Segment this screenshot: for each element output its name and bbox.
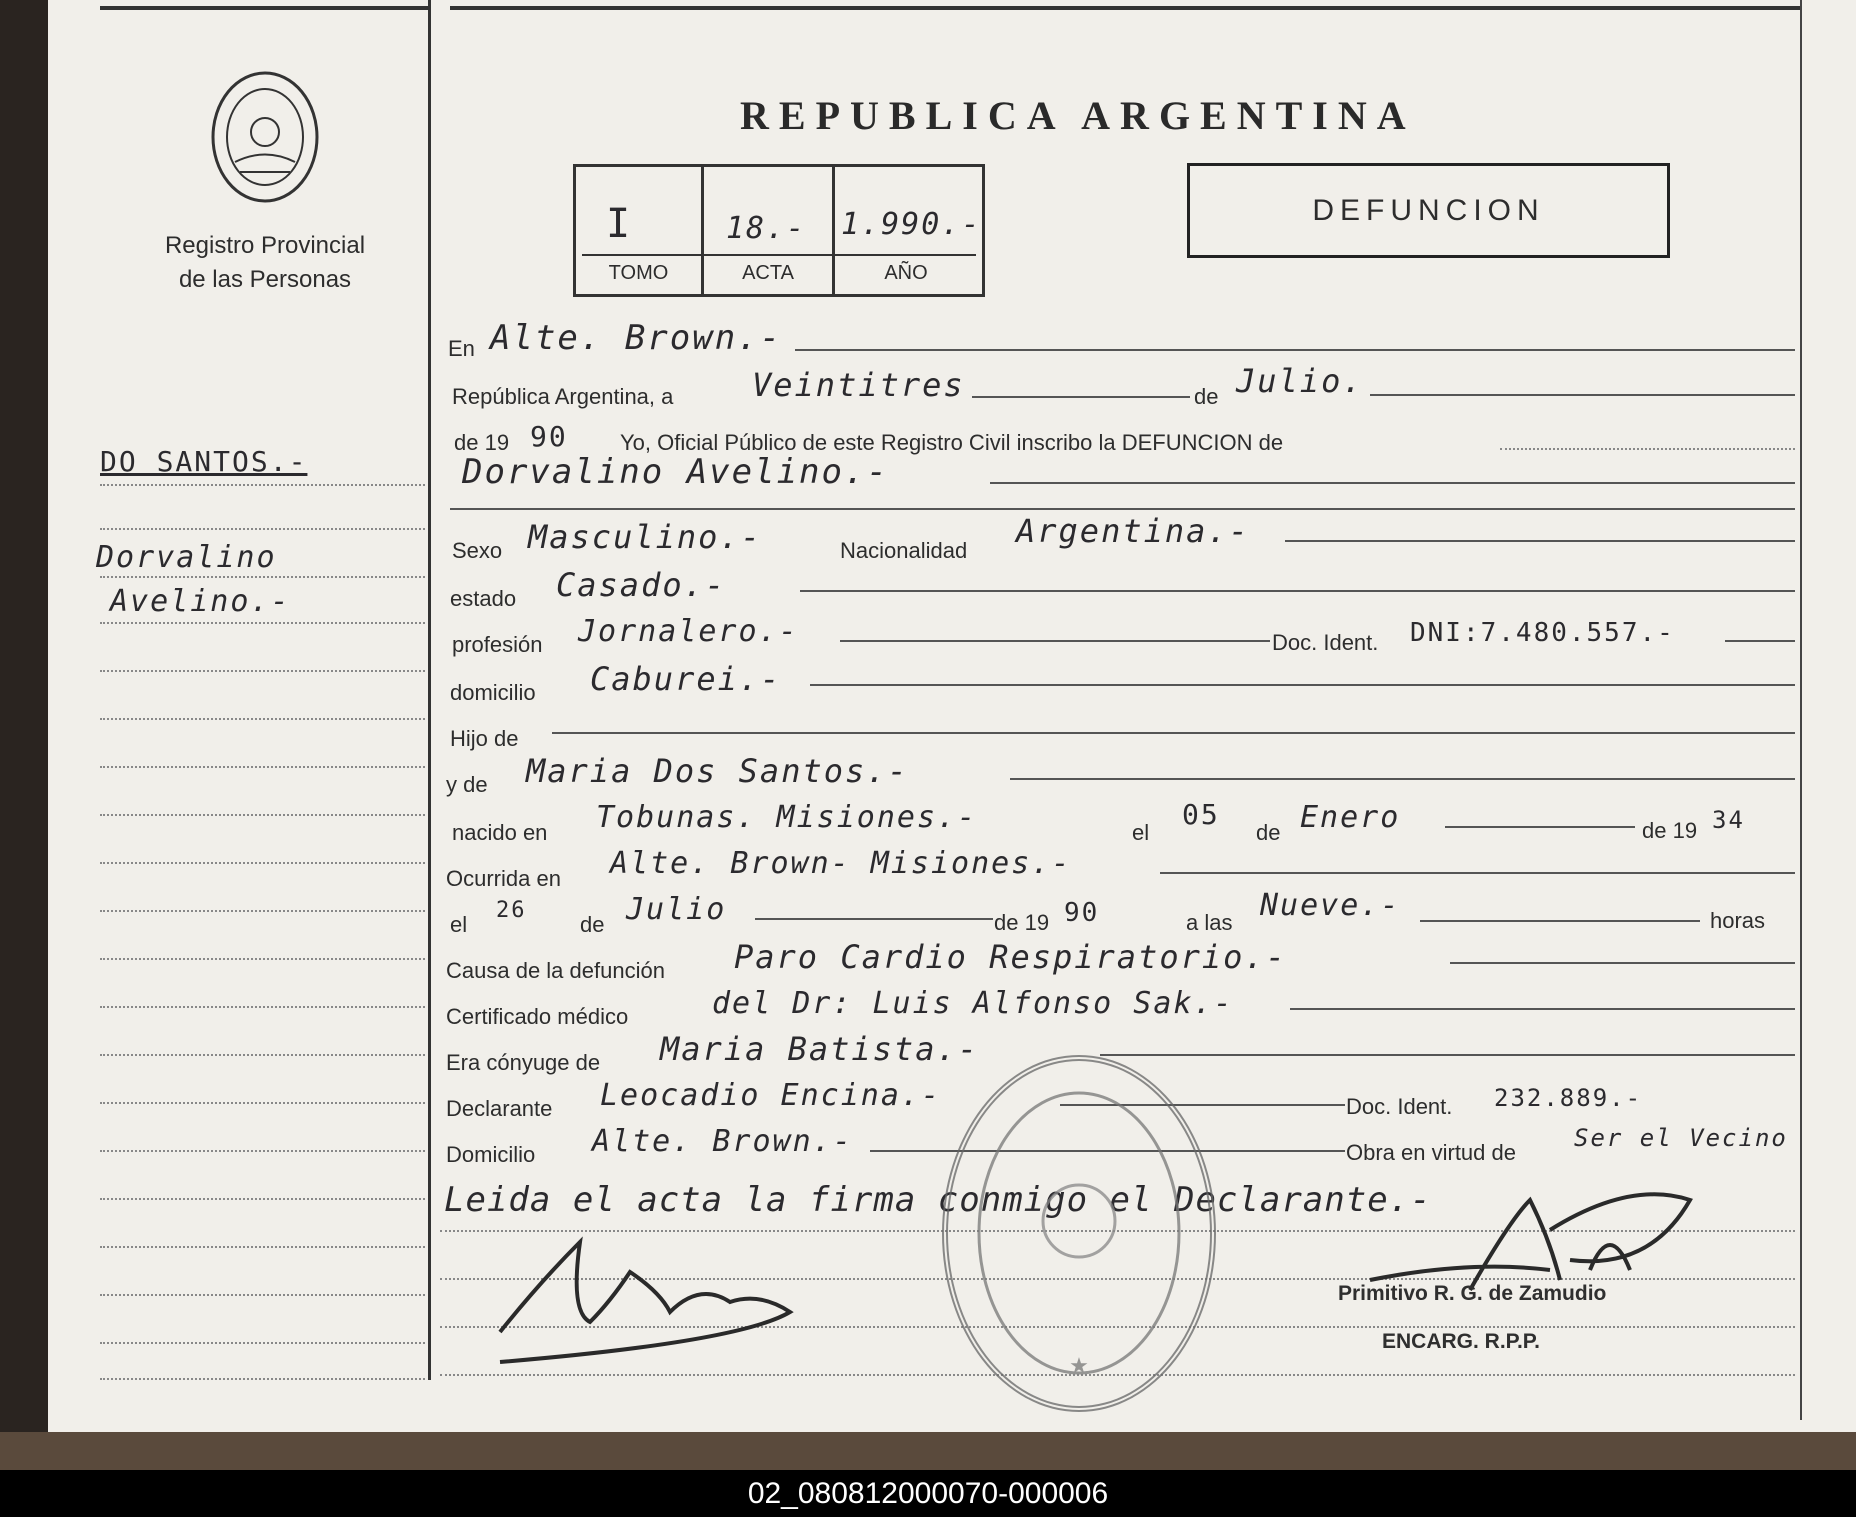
conyuge-value: Maria Batista.- xyxy=(660,1030,979,1068)
nacionalidad-line xyxy=(1285,540,1795,542)
domicilio-value: Caburei.- xyxy=(590,660,782,698)
registry-name-line1: Registro Provincial xyxy=(164,232,366,259)
hijo-label: Hijo de xyxy=(450,726,519,751)
right-border xyxy=(1800,0,1802,1420)
profesion-line xyxy=(840,640,1270,642)
death-year-value: 90 xyxy=(1064,898,1100,928)
doc-ident-line xyxy=(1725,640,1795,642)
margin-line xyxy=(100,1246,425,1248)
ocurrida-value: Alte. Brown- Misiones.- xyxy=(610,846,1072,881)
registrar-stamp-name: Primitivo R. G. de Zamudio xyxy=(1338,1282,1607,1305)
ocurrida-label: Ocurrida en xyxy=(446,866,561,891)
death-month-value: Julio xyxy=(626,892,727,927)
decl-doc-label: Doc. Ident. xyxy=(1346,1094,1453,1119)
birth-month-line xyxy=(1445,826,1635,828)
nacido-value: Tobunas. Misiones.- xyxy=(596,800,978,835)
tomo-value: I xyxy=(606,201,633,247)
decl-doc-value: 232.889.- xyxy=(1494,1084,1643,1112)
deceased-name: Dorvalino Avelino.- xyxy=(462,452,889,492)
top-rule-right xyxy=(450,6,1800,10)
tomo-label: TOMO xyxy=(608,262,669,284)
domicilio-line xyxy=(810,684,1795,686)
margin-line xyxy=(100,670,425,672)
image-caption: 02_080812000070-000006 xyxy=(747,1477,1109,1510)
causa-line xyxy=(1450,962,1795,964)
profesion-label: profesión xyxy=(452,632,543,657)
margin-given-names-1: Dorvalino xyxy=(96,540,277,575)
document-type: DEFUNCION xyxy=(1312,194,1545,227)
closing-statement: Leida el acta la firma conmigo el Declarante.- xyxy=(444,1180,1432,1220)
nacionalidad-label: Nacionalidad xyxy=(840,538,968,563)
margin-line xyxy=(100,622,425,624)
provincial-seal-icon xyxy=(200,62,330,212)
doc-ident-label: Doc. Ident. xyxy=(1272,630,1379,655)
death-year-prefix: de 19 xyxy=(994,910,1050,935)
margin-line xyxy=(100,484,425,486)
causa-label: Causa de la defunción xyxy=(446,958,665,983)
hour-value: Nueve.- xyxy=(1260,888,1401,923)
nacionalidad-value: Argentina.- xyxy=(1016,512,1250,550)
y-de-label: y de xyxy=(446,772,488,797)
domicilio-label: domicilio xyxy=(450,680,536,705)
death-el-label: el xyxy=(450,912,468,937)
margin-line xyxy=(100,766,425,768)
margin-line xyxy=(100,528,425,530)
year-prefix: de 19 xyxy=(454,430,510,455)
certificado-line xyxy=(1290,1008,1795,1010)
obra-value: Ser el Vecino xyxy=(1574,1124,1788,1152)
birth-day-value: 05 xyxy=(1182,798,1220,831)
declarant-signature-icon xyxy=(460,1222,860,1372)
yo-line xyxy=(1500,448,1795,450)
causa-value: Paro Cardio Respiratorio.- xyxy=(734,938,1287,976)
margin-line xyxy=(100,1054,425,1056)
conyuge-line xyxy=(1100,1054,1795,1056)
margin-line xyxy=(100,1198,425,1200)
birth-el-label: el xyxy=(1132,820,1150,845)
deceased-line xyxy=(990,482,1795,484)
record-number-box xyxy=(573,164,985,297)
year-value: 90 xyxy=(530,420,568,453)
registrar-stamp-title: ENCARG. R.P.P. xyxy=(1382,1330,1540,1353)
official-seal-icon xyxy=(942,1055,1216,1412)
margin-line xyxy=(100,1378,425,1380)
birth-month-value: Enero xyxy=(1300,800,1401,835)
en-line xyxy=(795,349,1795,351)
horas-label: horas xyxy=(1710,908,1766,933)
month-value: Julio. xyxy=(1236,362,1364,400)
sexo-value: Masculino.- xyxy=(528,518,762,556)
ocurrida-line xyxy=(1160,872,1795,874)
margin-line xyxy=(100,576,425,578)
estado-label: estado xyxy=(450,586,517,611)
profesion-value: Jornalero.- xyxy=(578,614,799,649)
death-day-value: 26 xyxy=(496,898,527,923)
birth-de-label: de xyxy=(1256,820,1281,845)
father-line xyxy=(552,732,1795,734)
birth-year-prefix: de 19 xyxy=(1642,818,1698,843)
death-de-label: de xyxy=(580,912,605,937)
declarante-value: Leocadio Encina.- xyxy=(600,1078,942,1113)
margin-given-names-2: Avelino.- xyxy=(110,584,291,619)
declarante-label: Declarante xyxy=(446,1096,553,1121)
a-las-label: a las xyxy=(1186,910,1233,935)
hour-line xyxy=(1420,920,1700,922)
birth-year-value: 34 xyxy=(1712,806,1745,834)
svg-text:★: ★ xyxy=(1069,1353,1089,1378)
record-box-rule xyxy=(582,254,976,256)
margin-line xyxy=(100,814,425,816)
anio-label: AÑO xyxy=(884,262,928,284)
estado-line xyxy=(800,590,1795,592)
certificado-value: del Dr: Luis Alfonso Sak.- xyxy=(712,986,1234,1021)
margin-line xyxy=(100,718,425,720)
mother-line xyxy=(1010,778,1795,780)
obra-label: Obra en virtud de xyxy=(1346,1140,1516,1165)
decl-domicilio-label: Domicilio xyxy=(446,1142,536,1167)
margin-line xyxy=(100,958,425,960)
yo-label: Yo, Oficial Público de este Registro Civil inscribo la DEFUNCION de xyxy=(620,430,1284,455)
margin-line xyxy=(100,1102,425,1104)
document-type-box xyxy=(1187,163,1670,258)
day-line xyxy=(972,396,1190,398)
country-title: REPUBLICA ARGENTINA xyxy=(740,93,1416,138)
acta-label: ACTA xyxy=(742,262,794,284)
registry-name-line2: de las Personas xyxy=(178,266,352,293)
margin-line xyxy=(100,1006,425,1008)
sexo-label: Sexo xyxy=(452,538,503,563)
day-value: Veintitres xyxy=(752,366,965,404)
death-month-line xyxy=(755,918,993,920)
margin-line xyxy=(100,1294,425,1296)
de-label: de xyxy=(1194,384,1219,409)
en-label: En xyxy=(448,336,475,361)
margin-line xyxy=(100,1342,425,1344)
section-rule xyxy=(450,508,1795,510)
conyuge-label: Era cónyuge de xyxy=(446,1050,601,1075)
margin-line xyxy=(100,1150,425,1152)
margin-line xyxy=(100,910,425,912)
estado-value: Casado.- xyxy=(556,566,727,604)
margin-line xyxy=(100,862,425,864)
decl-domicilio-value: Alte. Brown.- xyxy=(592,1124,853,1159)
nacido-label: nacido en xyxy=(452,820,548,845)
doc-ident-value: DNI:7.480.557.- xyxy=(1410,618,1675,648)
acta-value: 18.- xyxy=(726,211,807,246)
month-line xyxy=(1370,394,1795,396)
book-edge xyxy=(0,1432,1856,1470)
anio-value: 1.990.- xyxy=(841,207,982,242)
en-value: Alte. Brown.- xyxy=(490,318,783,358)
top-rule-left xyxy=(100,6,430,10)
margin-surname: DO SANTOS.- xyxy=(100,445,308,478)
republica-label: República Argentina, a xyxy=(452,384,674,409)
certificado-label: Certificado médico xyxy=(446,1004,629,1029)
mother-value: Maria Dos Santos.- xyxy=(526,752,909,790)
margin-divider xyxy=(428,0,431,1380)
